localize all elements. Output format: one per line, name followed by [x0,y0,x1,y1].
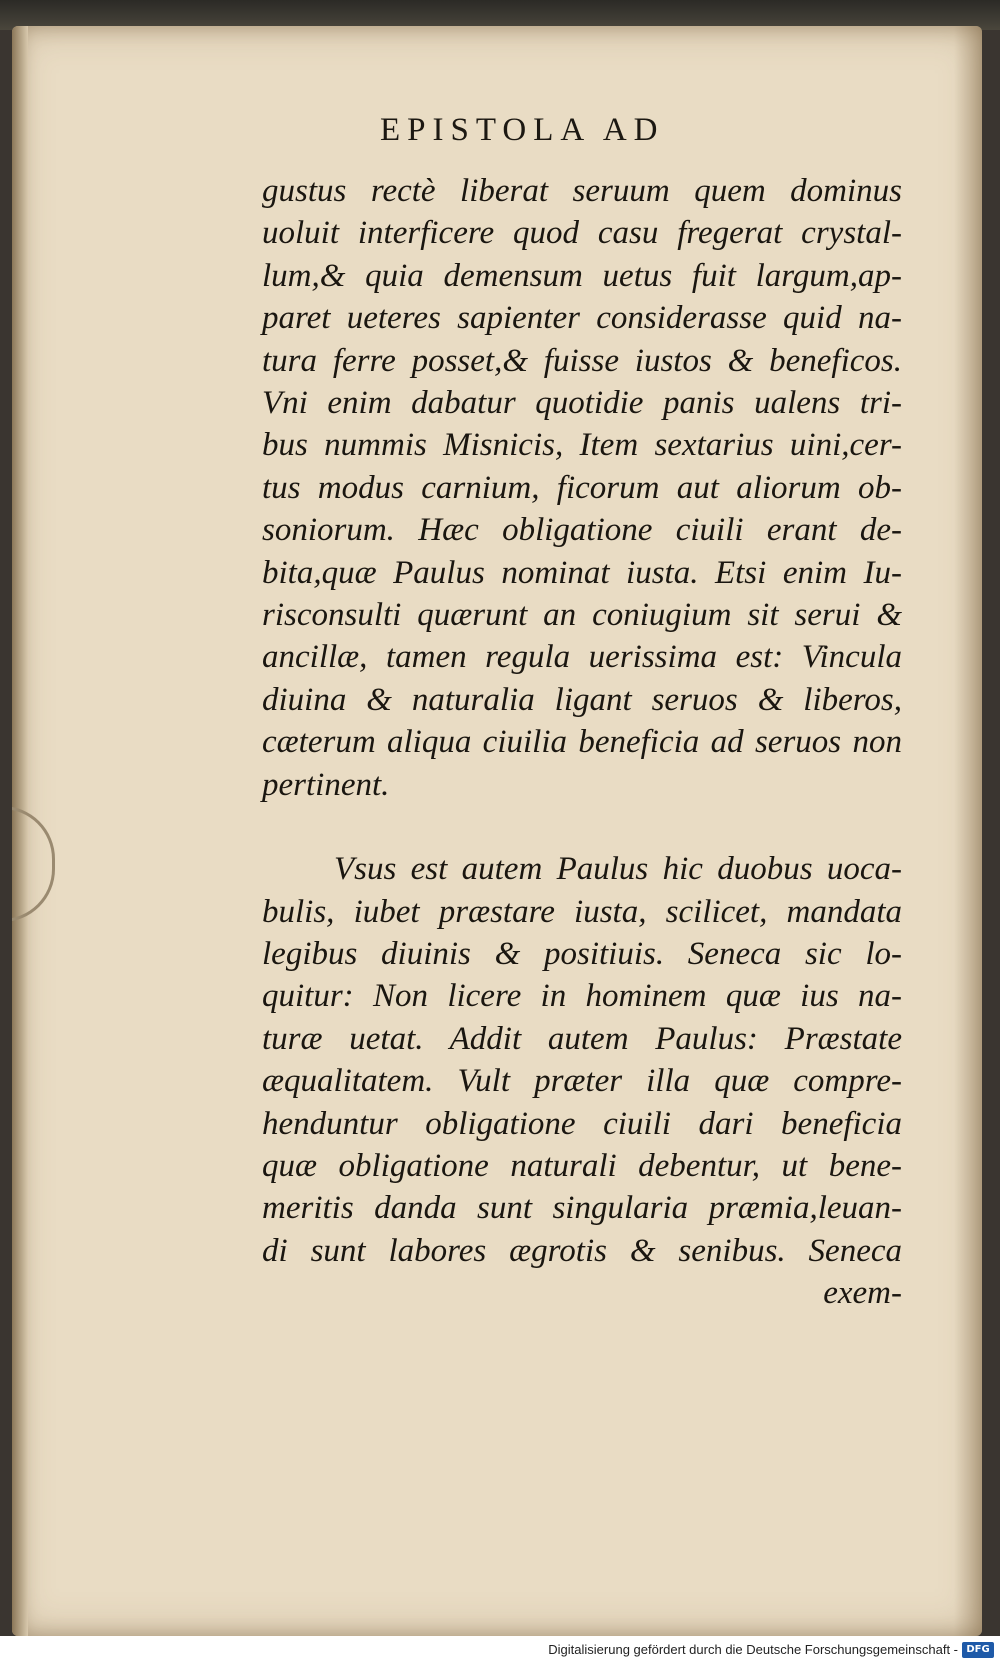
text-line: bita,quæ Paulus nominat iusta. Etsi enim Iu- [262,554,902,591]
text-line: Vni enim dabatur quotidie panis ualens tri- [262,385,902,422]
text-line: meritis danda sunt singularia præmia,leuan- [262,1190,902,1227]
footer-bar [0,1636,1000,1664]
dfg-logo: DFG [962,1642,994,1658]
paragraph-gap [262,806,902,848]
page-text [262,170,902,1315]
text-line: paret ueteres sapienter considerasse quid na- [262,300,902,337]
text-line: legibus diuinis & positiuis. Seneca sic lo- [262,935,902,972]
text-line: Vsus est autem Paulus hic duobus uoca- [334,851,902,888]
funding-credit: Digitalisierung gefördert durch die Deutsche Forschungsgemeinschaft - [548,1642,958,1657]
text-line: pertinent. [262,766,390,803]
text-line: henduntur obligatione ciuili dari beneficia [262,1105,902,1142]
text-line: diuina & naturalia ligant seruos & liberos, [262,681,902,718]
text-line: tus modus carnium, ficorum aut aliorum ob- [262,469,902,506]
text-line: quitur: Non licere in hominem quæ ius na- [262,978,902,1015]
text-line: ancillæ, tamen regula uerissima est: Vincula [262,639,902,676]
text-line: risconsulti quærunt an coniugium sit serui & [262,597,902,634]
text-line: tura ferre posset,& fuisse iustos & beneficos. [262,342,902,379]
text-line: soniorum. Hæc obligatione ciuili erant de- [262,512,902,549]
text-line: turæ uetat. Addit autem Paulus: Præstate [262,1020,902,1057]
page-edge [954,26,982,1636]
text-line: quæ obligatione naturali debentur, ut bene- [262,1147,902,1184]
text-line: bulis, iubet præstare iusta, scilicet, mandata [262,893,902,930]
text-line: gustus rectè liberat seruum quem dominus [262,173,902,209]
catchword: exem- [823,1275,902,1312]
text-line: bus nummis Misnicis, Item sextarius uini,cer- [262,427,902,464]
text-line: di sunt labores ægrotis & senibus. Seneca [262,1232,902,1269]
text-line: æqualitatem. Vult præter illa quæ compre- [262,1063,902,1100]
running-title: EPISTOLA AD [380,112,665,148]
text-line: uoluit interficere quod casu fregerat crystal- [262,215,902,252]
clasp-mark [12,806,55,922]
text-line: cæterum aliqua ciuilia beneficia ad seruos non [262,724,902,761]
text-line: lum,& quia demensum uetus fuit largum,ap- [262,257,902,294]
